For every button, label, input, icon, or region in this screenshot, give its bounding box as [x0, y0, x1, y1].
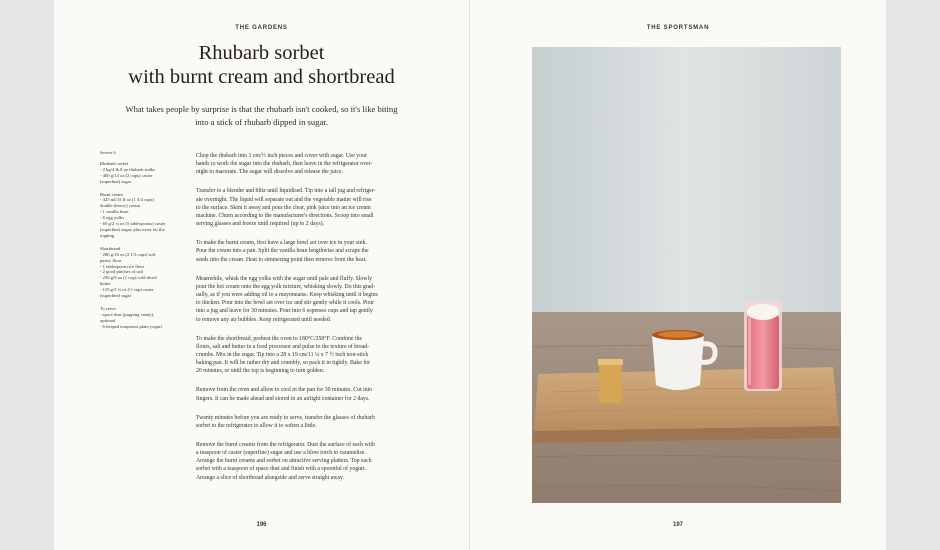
- method-line: pour the hot cream onto the egg yolk mixture, whisking slowly. Do this grad-: [196, 283, 376, 290]
- running-head-left: THE GARDENS: [235, 25, 288, 31]
- method-line: ually, as if you were adding oil to a mayonnaise. Keep whisking until it begins: [196, 292, 378, 299]
- method-paragraph: [196, 414, 414, 430]
- shortbread-top: [598, 359, 623, 365]
- ingredient-line: - 1 tablespoon rice flour: [100, 263, 145, 269]
- method-line: to thicken. Pour into the bowl set over ice and stir gently while it cools. Pour: [196, 300, 374, 307]
- method-line: ate overnight. The liquid will separate out and the vegetable matter will rise: [196, 196, 372, 203]
- method-line: to the surface. Skim it away and pour the clear, pink juice into an ice cream: [196, 204, 371, 211]
- ingredient-group-title: Burnt cream: [100, 191, 123, 197]
- ingredient-group-title: To serve: [100, 305, 116, 311]
- serves-label: Serves 6: [100, 150, 116, 155]
- ingredient-line: - 2 good pinches of salt: [100, 269, 143, 275]
- ingredient-line: topping: [100, 232, 115, 238]
- ingredient-line: - 2 kg/4 lb 8 oz rhubarb stalks: [100, 166, 155, 172]
- ingredients-list: [100, 150, 192, 337]
- method-paragraph: [196, 275, 414, 324]
- method-line: fingers. It can be made ahead and stored in an airtight container for 2 days.: [196, 395, 370, 402]
- ingredient-line: (superfine) sugar: [100, 178, 132, 184]
- ingredient-group: [100, 246, 192, 299]
- recipe-title-line-1: Rhubarb sorbet: [198, 42, 325, 64]
- method-line: sorbet with a teaspoon of space dust and finish with a spoonful of yogurt.: [196, 466, 367, 473]
- shortbread-slice: [599, 361, 622, 403]
- method-line: flours, salt and butter in a food processor and pulse to the texture of bread-: [196, 343, 370, 350]
- ingredient-group: [100, 192, 192, 239]
- ingredient-group: [100, 306, 192, 330]
- method-paragraph: [196, 187, 414, 228]
- ingredient-line: (superfine) sugar, plus extra for the: [100, 226, 165, 232]
- method-line: crumbs. Mix in the sugar. Tip into a 28 x 19 cm/11 ¼ x 7 ½ inch non-stick: [196, 352, 369, 359]
- method-line: seeds into the cream. Heat to simmering point then remove from the heat.: [196, 256, 367, 263]
- method-line: Meanwhile, whisk the egg yolks with the sugar until pale and fluffy. Slowly: [196, 275, 372, 282]
- ingredient-line: - 110 g/3 ¾ oz (½ cup) caster: [100, 287, 154, 293]
- method-line: Transfer to a blender and blitz until liquidised. Tip into a tall jug and refriger-: [196, 188, 376, 195]
- running-head-right: THE SPORTSMAN: [646, 25, 710, 31]
- ingredient-line: - 60 g/2 ¼ oz (5 tablespoons) caster: [100, 221, 166, 227]
- wall-background: [532, 47, 841, 315]
- left-page: [54, 0, 469, 550]
- espresso-cup: [652, 335, 704, 390]
- recipe-title: [54, 41, 469, 89]
- ingredient-line: - 425 ml/15 fl oz (1 3/4 cups): [100, 197, 154, 203]
- ingredient-line: - 1 vanilla bean: [100, 209, 129, 215]
- method-text: [196, 152, 414, 493]
- method-line: a teaspoon of caster (superfine) sugar and use a blow torch to caramelise.: [196, 450, 366, 457]
- burnt-cream-glaze: [658, 331, 698, 337]
- method-paragraph: [196, 239, 414, 264]
- ingredient-line: - 250 g/9 oz (1 cup) cold diced: [100, 275, 157, 281]
- method-line: To make the shortbread, preheat the oven to 180°C/350°F. Combine the: [196, 335, 363, 342]
- recipe-title-line-2: with burnt cream and shortbread: [128, 66, 395, 88]
- method-paragraph: [196, 152, 414, 177]
- method-paragraph: [196, 335, 414, 376]
- method-line: into a jug and leave for 30 minutes. Pour into 6 espresso cups and tap gently: [196, 308, 373, 315]
- ingredient-line: pastry flour: [100, 257, 122, 263]
- dessert-photo: [532, 47, 841, 503]
- method-line: night to macerate. The sugar will dissolve and release the juice.: [196, 169, 344, 176]
- ingredient-group: [100, 161, 192, 185]
- method-line: Chop the rhubarb into 1 cm/½ inch pieces and cover with sugar. Use your: [196, 153, 367, 159]
- standfirst-line-2: into a stick of rhubarb dipped in sugar.: [195, 116, 328, 127]
- method-line: sorbet to the refrigerator to allow it to soften a little.: [196, 422, 317, 429]
- glass-highlight: [748, 309, 751, 385]
- method-line: Twenty minutes before you are ready to serve, transfer the glasses of rhubarb: [196, 414, 375, 421]
- method-line: hands to work the sugar into the rhubarb, then leave in the refrigerator over-: [196, 161, 373, 168]
- rhubarb-sorbet: [747, 315, 779, 389]
- method-line: 20 minutes, or until the top is beginning to turn golden.: [196, 368, 325, 375]
- method-line: Arrange a slice of shortbread alongside and serve straight away.: [196, 474, 345, 481]
- method-line: To make the burnt cream, first have a large bowl set over ice in your sink.: [196, 240, 367, 247]
- ingredient-line: - 6 heaped teaspoons plain yogurt: [100, 323, 162, 329]
- method-line: Remove from the oven and allow to cool in the pan for 30 minutes. Cut into: [196, 387, 373, 394]
- right-page: [470, 0, 886, 550]
- method-line: Remove the burnt creams from the refrigerator. Dust the surface of each with: [196, 441, 375, 448]
- ingredient-line: butter: [100, 281, 111, 287]
- standfirst-line-1: What takes people by surprise is that the rhubarb isn't cooked, so it's like biting: [125, 104, 398, 114]
- ingredient-line: (superfine) sugar: [100, 293, 132, 299]
- yogurt-topping: [747, 304, 779, 320]
- method-paragraph: [196, 386, 414, 402]
- ingredient-line: - 6 egg yolks: [100, 215, 124, 221]
- page-number-right: 197: [672, 522, 683, 528]
- ingredient-line: - 400 g/14 oz (2 cups) caster: [100, 172, 153, 178]
- ingredient-line: optional: [100, 317, 116, 323]
- method-line: Pour the cream into a pan. Split the vanilla bean lengthwise and scrape the: [196, 248, 369, 255]
- method-paragraph: [196, 441, 414, 482]
- method-line: to remove any air bubbles. Keep refrigerated until needed.: [196, 316, 332, 323]
- ingredient-line: double (heavy) cream: [100, 203, 141, 209]
- ingredient-line: - space dust (popping candy),: [100, 311, 155, 317]
- page-number-left: 196: [256, 522, 267, 528]
- method-line: Arrange the burnt creams and sorbet on attractive serving platters. Top each: [196, 458, 372, 465]
- standfirst: [54, 103, 469, 128]
- ingredient-group-title: Shortbread: [100, 245, 121, 251]
- method-line: serving glasses and freeze until required (up to 2 days).: [196, 221, 325, 228]
- ingredient-line: - 280 g/10 oz (2 1/3 cups) soft: [100, 251, 156, 257]
- method-line: machine. Churn according to the manufacturer's directions. Scoop into small: [196, 213, 374, 220]
- ingredient-line: Rhubarb sorbet: [100, 160, 129, 166]
- method-line: baking pan. It will be rather dry and crumbly, so pack it in tightly. Bake for: [196, 360, 371, 367]
